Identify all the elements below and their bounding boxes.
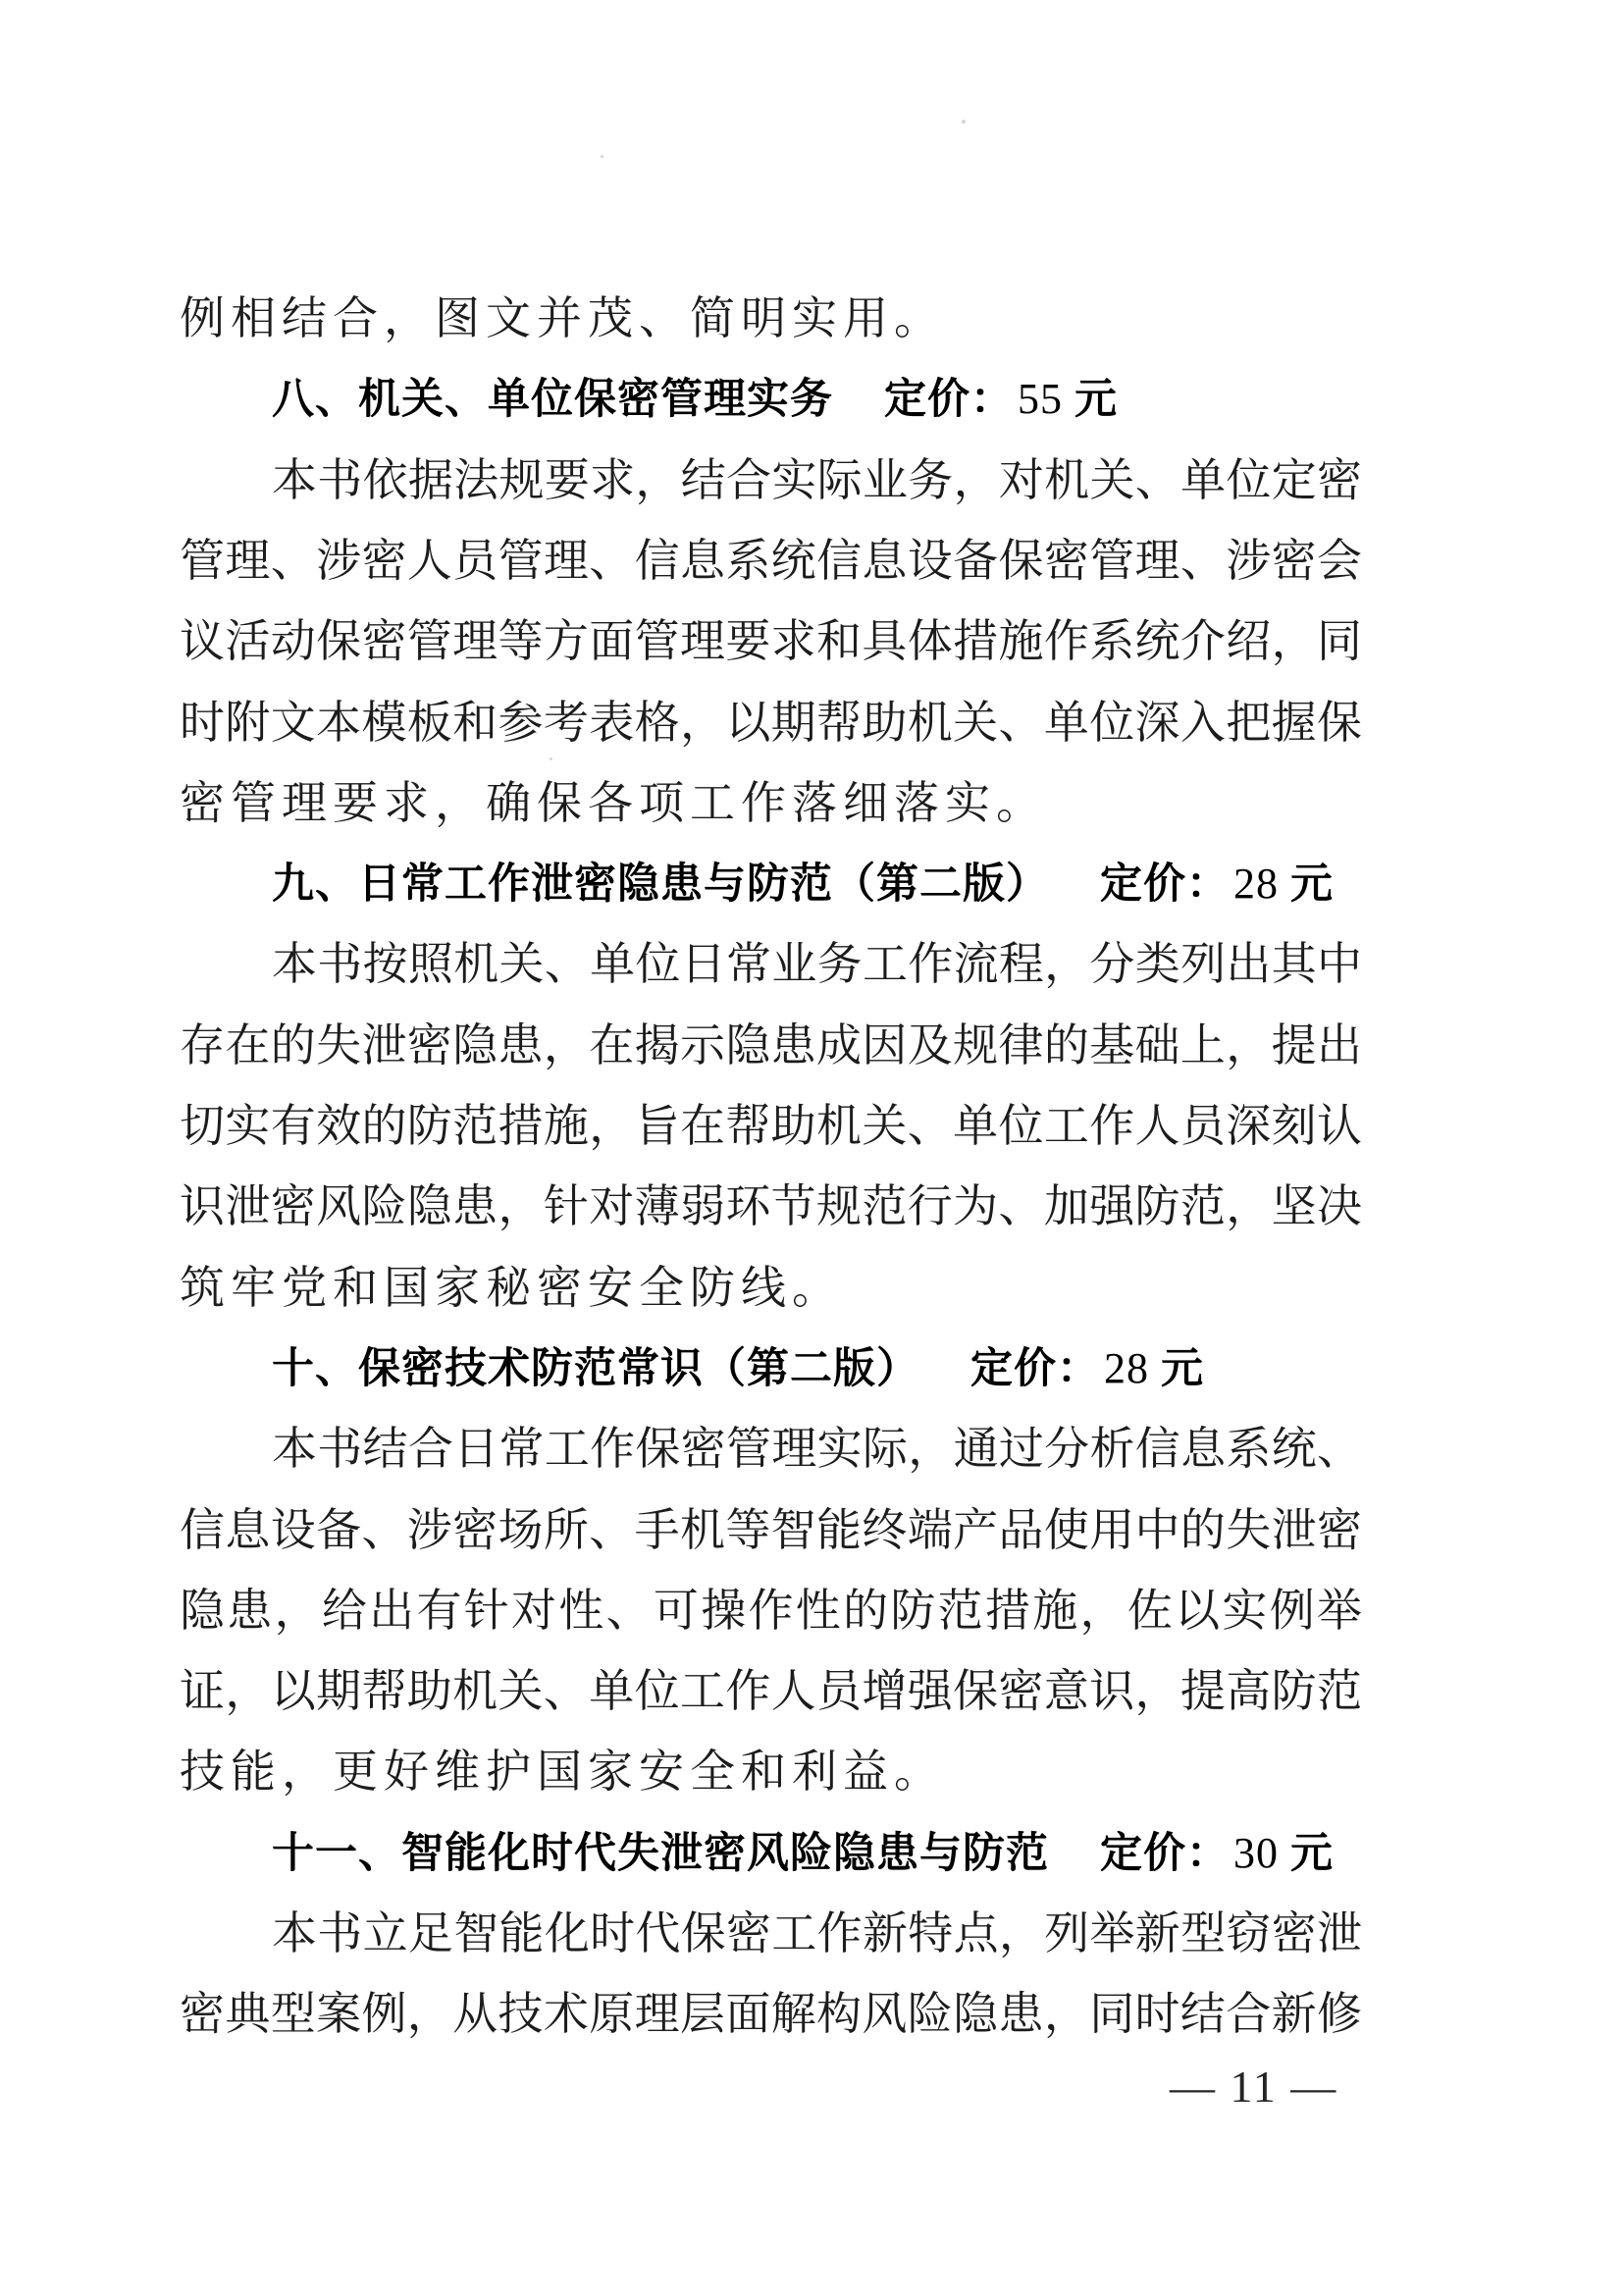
paragraph-line: 本书结合日常工作保密管理实际，通过分析信息系统、 [272, 1424, 1362, 1475]
scan-speck [601, 155, 603, 158]
book-title: 十、保密技术防范常识（第二版） [272, 1344, 919, 1392]
scan-speck [550, 757, 552, 760]
paragraph-line: 密典型案例，从技术原理层面解构风险隐患，同时结合新修 [180, 1989, 1362, 2040]
paragraph-line: 信息设备、涉密场所、手机等智能终端产品使用中的失泄密 [180, 1504, 1362, 1555]
price-value: 28 [1233, 860, 1279, 909]
paragraph-line: 本书立足智能化时代保密工作新特点，列举新型窃密泄 [272, 1908, 1362, 1958]
paragraph-line: 存在的失泄密隐患，在揭示隐患成因及规律的基础上，提出 [180, 1019, 1362, 1070]
scan-speck [962, 120, 966, 124]
paragraph-line: 本书按照机关、单位日常业务工作流程，分类列出其中 [272, 939, 1362, 990]
paragraph-line: 隐患，给出有针对性、可操作性的防范措施，佐以实例举 [180, 1585, 1362, 1636]
paragraph-line: 证，以期帮助机关、单位工作人员增强保密意识，提高防范 [180, 1666, 1362, 1717]
book-heading [180, 372, 1454, 431]
price-label: 定价： [884, 376, 1014, 424]
price [1100, 861, 1334, 908]
book-title: 九、日常工作泄密隐患与防范（第二版） [272, 861, 1049, 909]
paragraph-line: 密管理要求，确保各项工作落细落实。 [180, 777, 1047, 828]
price-unit: 元 [1074, 376, 1118, 424]
paragraph-line: 议活动保密管理等方面管理要求和具体措施作系统介绍，同 [180, 616, 1362, 667]
paragraph-line: 技能，更好维护国家安全和利益。 [180, 1747, 945, 1798]
price-value: 28 [1104, 1343, 1149, 1392]
book-heading [180, 857, 1454, 915]
price [970, 1345, 1204, 1392]
price [884, 376, 1118, 423]
paragraph-line: 识泄密风险隐患，针对薄弱环节规范行为、加强防范，坚决 [180, 1181, 1362, 1232]
paragraph-line: 例相结合，图文并茂、简明实用。 [180, 293, 945, 343]
price-label: 定价： [970, 1344, 1100, 1392]
price-unit: 元 [1290, 1829, 1334, 1877]
paragraph-line: 切实有效的防范措施，旨在帮助机关、单位工作人员深刻认 [180, 1101, 1362, 1151]
paragraph-line: 管理、涉密人员管理、信息系统信息设备保密管理、涉密会 [180, 535, 1362, 586]
paragraph-line: 时附文本模板和参考表格，以期帮助机关、单位深入把握保 [180, 697, 1362, 748]
price-value: 55 [1018, 375, 1063, 424]
book-title: 十一、智能化时代失泄密风险隐患与防范 [272, 1829, 1049, 1877]
book-heading [180, 1826, 1454, 1885]
price [1100, 1830, 1334, 1877]
paragraph-line: 本书依据法规要求，结合实际业务，对机关、单位定密 [272, 454, 1362, 505]
price-unit: 元 [1290, 861, 1334, 909]
price-label: 定价： [1100, 1829, 1230, 1877]
book-title: 八、机关、单位保密管理实务 [272, 376, 833, 424]
page-number-text: — 11 — [1170, 2061, 1338, 2112]
price-label: 定价： [1100, 861, 1230, 909]
price-unit: 元 [1161, 1344, 1204, 1392]
paragraph-line: 筑牢党和国家秘密安全防线。 [180, 1262, 843, 1313]
book-heading [180, 1341, 1454, 1400]
price-value: 30 [1233, 1828, 1279, 1877]
page-number [1170, 2061, 1337, 2113]
